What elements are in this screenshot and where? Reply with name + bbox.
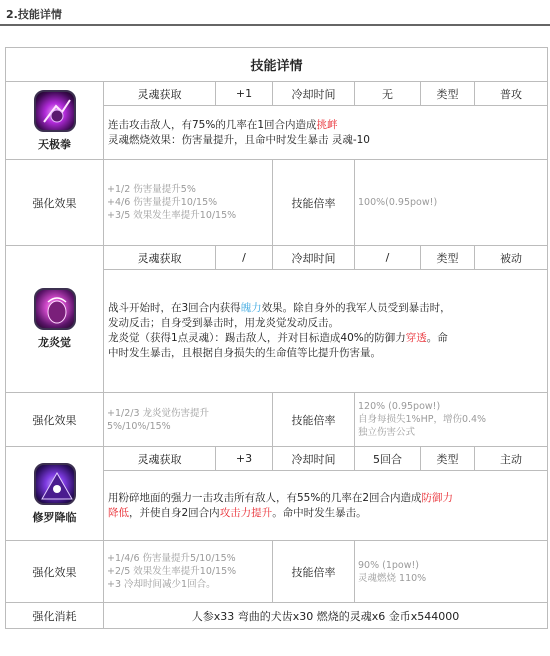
type-label: 类型	[421, 246, 475, 270]
soul-gain-value: +3	[216, 447, 273, 471]
cooldown-label: 冷却时间	[273, 82, 355, 106]
skill-description: 用粉碎地面的强力一击攻击所有敌人，有55%的几率在2回合内造成防御力 降低，并使自身2回合内攻击力提升。命中时发生暴击。	[104, 471, 548, 541]
skill-cell	[6, 82, 104, 160]
cooldown-value: 5回合	[355, 447, 421, 471]
dragon-flame-skill-icon	[34, 288, 76, 330]
enhance-effects: +1/4/6 伤害量提升5/10/15% +2/5 效果发生率提升10/15% +3 冷却时间减少1回合。	[104, 541, 273, 603]
skill-detail-table	[5, 47, 548, 629]
skill-cell	[6, 246, 104, 393]
multiplier-label: 技能倍率	[273, 541, 355, 603]
enhance-label: 强化效果	[6, 393, 104, 447]
type-value: 主动	[475, 447, 548, 471]
heading-divider	[0, 24, 550, 26]
soul-gain-label: 灵魂获取	[104, 82, 216, 106]
cooldown-value: 无	[355, 82, 421, 106]
multiplier-value: 100%(0.95pow!)	[355, 160, 548, 246]
enhance-effects: +1/2 伤害量提升5% +4/6 伤害量提升10/15% +3/5 效果发生率提升10/15%	[104, 160, 273, 246]
enhance-label: 强化效果	[6, 160, 104, 246]
skill-description: 连击攻击敌人，有75%的几率在1回合内造成挑衅 灵魂燃烧效果：伤害量提升，且命中时发生暴击 灵魂-10	[104, 106, 548, 160]
cooldown-value: /	[355, 246, 421, 270]
soul-gain-value: +1	[216, 82, 273, 106]
multiplier-label: 技能倍率	[273, 393, 355, 447]
enhance-label: 强化效果	[6, 541, 104, 603]
enhance-effects: +1/2/3 龙炎觉伤害提升 5%/10%/15%	[104, 393, 273, 447]
soul-gain-label: 灵魂获取	[104, 447, 216, 471]
skill-cell	[6, 447, 104, 541]
skill-name: 天极拳	[38, 137, 71, 151]
cooldown-label: 冷却时间	[273, 447, 355, 471]
skill-description: 战斗开始时，在3回合内获得魄力效果。除自身外的我军人员受到暴击时， 发动反击；自身受到暴击时，用龙炎觉发动反击。 龙炎觉（获得1点灵魂）：踢击敌人，并对目标造成40%的防御力穿透。命 中时发生暴击，且根据自身损失的生命值等比提升伤害量。	[104, 270, 548, 393]
multiplier-label: 技能倍率	[273, 160, 355, 246]
soul-gain-label: 灵魂获取	[104, 246, 216, 270]
soul-gain-value: /	[216, 246, 273, 270]
cooldown-label: 冷却时间	[273, 246, 355, 270]
multiplier-value: 120% (0.95pow!) 自身每损失1%HP，增伤0.4% 独立伤害公式	[355, 393, 548, 447]
table-title: 技能详情	[6, 48, 548, 82]
section-heading: 2.技能详情	[6, 8, 62, 21]
cost-value: 人参x33 弯曲的犬齿x30 燃烧的灵魂x6 金币x544000	[104, 603, 548, 629]
type-label: 类型	[421, 82, 475, 106]
skill-name: 龙炎觉	[38, 336, 71, 349]
type-value: 普攻	[475, 82, 548, 106]
asura-skill-icon	[34, 463, 76, 505]
multiplier-value: 90% (1pow!) 灵魂燃烧 110%	[355, 541, 548, 603]
skill-name: 修罗降临	[32, 510, 77, 524]
cost-label: 强化消耗	[6, 603, 104, 629]
type-value: 被动	[475, 246, 548, 270]
type-label: 类型	[421, 447, 475, 471]
fist-skill-icon	[34, 90, 76, 132]
